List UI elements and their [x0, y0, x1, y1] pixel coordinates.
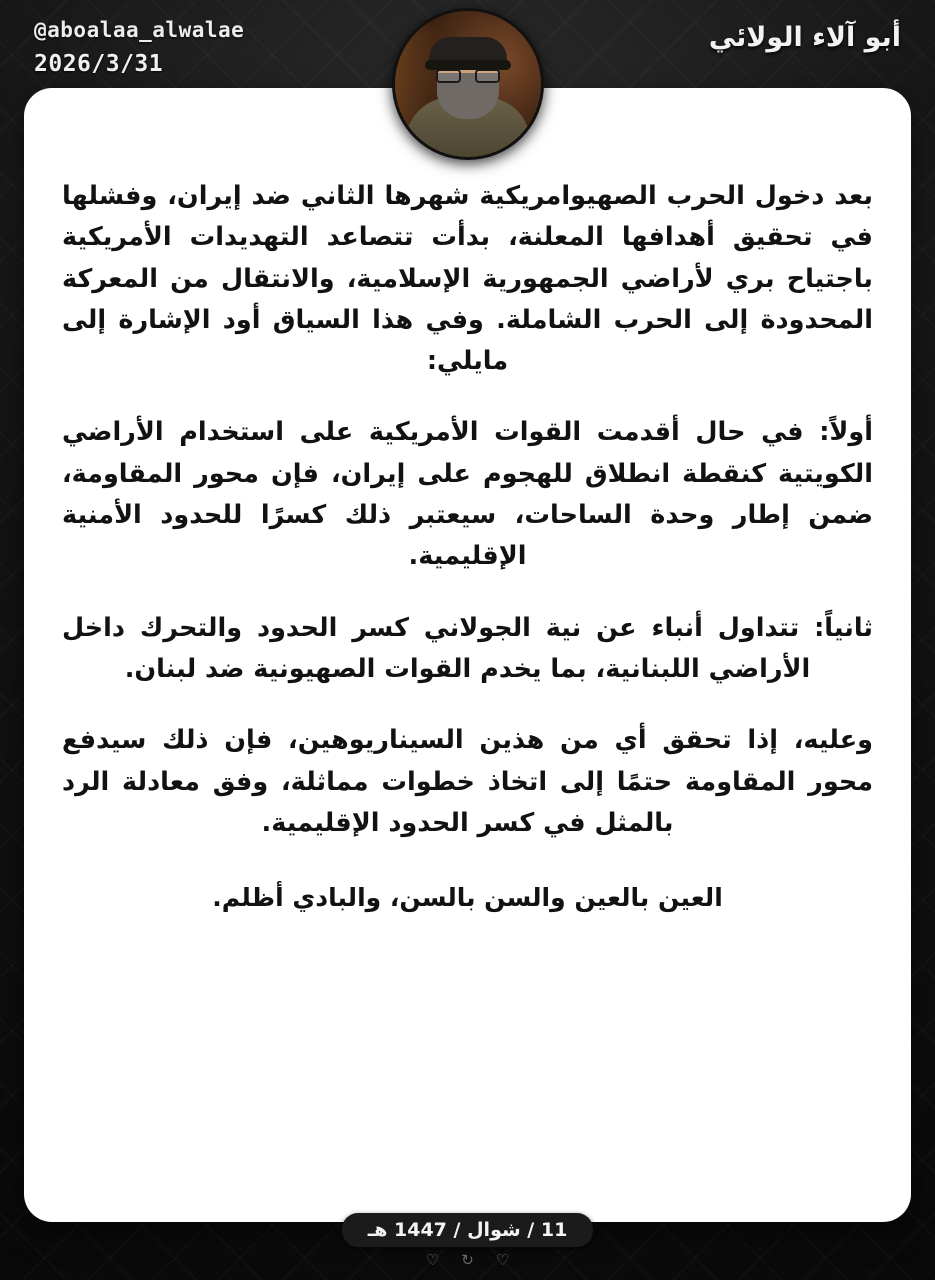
statement-closing-line: العين بالعين والسن بالسن، والبادي أظلم. [212, 883, 723, 913]
statement-paragraph: بعد دخول الحرب الصهيوامريكية شهرها الثاني ضد إيران، وفشلها في تحقيق أهدافها المعلنة، بدأت تتصاعد التهديدات الأمريكية باجتياح بري لأراضي الجمهورية الإسلامية، والانتقال من المعركة المحدودة إلى الحرب الشاملة. وفي هذا السياق أود الإشارة إلى مايلي: [62, 181, 873, 377]
like-icon[interactable]: ♡ [425, 1251, 440, 1269]
statement-body [62, 176, 873, 919]
hijri-date-badge: 11 / شوال / 1447 هـ [342, 1213, 594, 1247]
statement-paragraph: ثانياً: تتداول أنباء عن نية الجولاني كسر الحدود والتحرك داخل الأراضي اللبنانية، بما يخدم القوات الصهيونية ضد لبنان. [62, 612, 873, 684]
repost-icon[interactable]: ↻ [461, 1251, 474, 1269]
account-handle: @aboalaa_alwalae [34, 18, 245, 42]
statement-card [24, 88, 911, 1222]
post-date: 2026/3/31 [34, 51, 164, 77]
brand-name: أبو آلاء الولائي [708, 22, 901, 53]
avatar-glasses [436, 69, 500, 83]
statement-paragraph: أولاً: في حال أقدمت القوات الأمريكية على استخدام الأراضي الكويتية كنقطة انطلاق للهجوم على إيران، فإن محور المقاومة، ضمن إطار وحدة الساحات، سيعتبر ذلك كسرًا للحدود الأمنية الإقليمية. [62, 417, 873, 572]
poster-footer [0, 1213, 935, 1268]
avatar-cap [429, 37, 507, 63]
account-info [34, 18, 244, 77]
profile-avatar [392, 8, 544, 160]
reaction-bar[interactable] [426, 1253, 509, 1268]
statement-paragraph: وعليه، إذا تحقق أي من هذين السيناريوهين، فإن ذلك سيدفع محور المقاومة حتمًا إلى اتخاذ خطوات مماثلة، وفق معادلة الرد بالمثل في كسر الحدود الإقليمية. [62, 725, 873, 838]
heart-icon[interactable]: ♡ [495, 1251, 510, 1269]
